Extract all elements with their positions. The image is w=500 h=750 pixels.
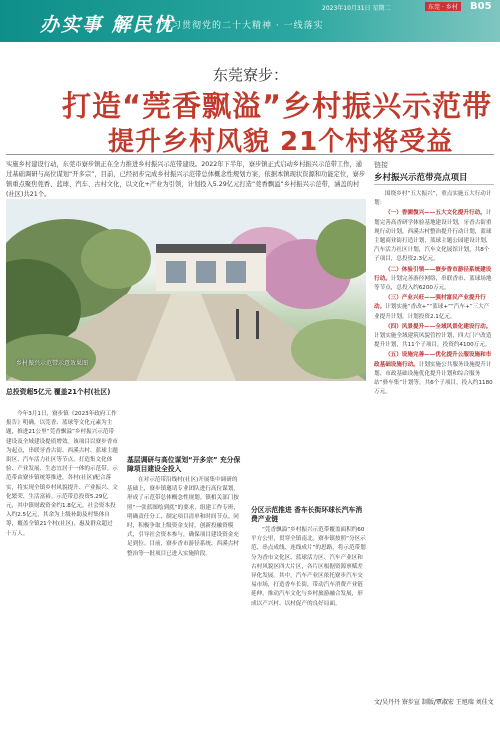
- column-1: [6, 410, 118, 744]
- section-slogan: 学习贯彻党的二十大精神 · 一线落实: [162, 21, 324, 31]
- headline-line-2: 提升乡村风貌 21个村将受益: [108, 127, 454, 157]
- sidebar-item: [374, 294, 494, 322]
- column-1-text: 今年3月1日，寮步镇《2023年政府工作报告》明确，以莞香、蓝球等文化元素为主题，推进21公里“莞香飘溢”乡村振兴示范带建设及全域建设提质增效。该项目以寮步香市为起点，串联牙香古街、西溪古村、蓝球主题街区、汽车活力社区等节点，打造集文化体验、产业发展、生态宜居于一体的示范带。示范带由寮步镇统筹推进，各村(社区)配合落实，将实现全镇乡村风貌提升、产业振兴、文化繁荣、生活富裕。示范带总投资5.29亿元，其中镇财政资金约1.8亿元，社会资本投入约2.5亿元，其余为上级补助及村集体自筹，覆盖全镇21个村(社区)，惠及群众超过十万人。: [6, 411, 118, 537]
- article-lead: 实施乡村建设行动，东莞市寮步镇正在全力推进乡村振兴示范带建设。2022年下半年，寮步镇正式启动乡村振兴示范带工作，通过基础调研与高位谋划“开多宗”，目前，已经初步完成乡村振兴示范带总体概念性规划方案，依据本镇现状资源和功能定位，寮步镇重点聚焦莞香、蓝球、汽车、古村文化，以文化+产业为引领，计划投入5.29亿元打造“莞香飘溢”乡村振兴示范带，涵盖的村(社区)共21个。: [6, 161, 366, 198]
- sidebar-label: 链接: [374, 161, 388, 169]
- sidebar-item-head: （三）产业兴旺——强村富民产业提升行动。: [374, 295, 486, 311]
- section-tag: 东莞 · 乡村: [425, 2, 461, 11]
- rendering-photo: [6, 199, 366, 381]
- article-credit: 文/吴丹丹 寮步宣 制版/覃淑宏 王旭瑞 刘佳文: [374, 699, 494, 706]
- sidebar-body: [374, 190, 494, 398]
- sidebar-item-body: 计划实施“香改+”“蓝球+”“汽车+”三大产业提升计划，计划投资2.1亿元。: [374, 304, 490, 320]
- sidebar-item-head: （五）设施完善——优化提升公服设施和市政基础设施行动。: [374, 352, 492, 368]
- sidebar-intro: 围绕乡村“五大振兴”，重点实施五大行动计划：: [374, 191, 492, 207]
- photo-caption: 乡村振兴示范带示意效果图: [16, 360, 89, 367]
- column-3: [251, 526, 366, 744]
- sidebar-item: [374, 209, 494, 264]
- article-kicker: 东莞寮步：: [213, 66, 289, 84]
- sidebar-title: 乡村振兴示范带亮点项目: [374, 173, 468, 183]
- rendering-illustration: [6, 199, 366, 381]
- page-number: B05: [470, 1, 492, 12]
- sidebar-item: [374, 266, 494, 294]
- sidebar-item-head: （一）香園復兴——五大文化提升行动。: [385, 210, 486, 217]
- sidebar-item-head: （四）风景提升——全域风景化建设行动。: [385, 323, 492, 330]
- sidebar-item-body: 计划完善高香研学体验基地建设计划，牙香古街重现行动计划，西溪古村整治提升行动计划，蓝球主题商业街打造计划，蓝球主题公园建设计划，汽车活力社区计划，汽车文化展馆计划，共8个子项目，总投资2.3亿元。: [374, 210, 492, 263]
- sidebar-item: [374, 323, 494, 351]
- column-2-text: 在对示范带沿线村(社区)开展集中调研的基础上，寮步镇邀请专业团队进行高位谋划，形成了示范带总体概念性规划。镇相关部门按照“一张蓝图绘到底”的要求，组建工作专班，明确责任分工，制定项目清单和时间节点。同时，积极争取上级资金支持，创新投融资模式，引导社会资本参与，确保项目建设资金充足到位。目前，寮步香市游径系统、西溪古村整治等一批项目已进入实施阶段。: [127, 477, 240, 557]
- sidebar-item-body: 计划实施公共服务设施提升计划、市政基础设施优化提升计划和综合服务站“驿车集”计划等，共6个子项目，投入约1180万元。: [374, 361, 493, 396]
- column-3-text: “莞香飘溢”乡村振兴示范带覆盖面积约60平方公里，贯穿全镇南北。寮步镇按照“分区示范、串点成线、连线成片”的思路，将示范带划分为香市文化区、蓝球活力区、汽车产业区和古村风貌区四大片区，各片区根据资源禀赋差异化发展。其中，汽车产业区依托寮步汽车交易市场，打造香车长街，带动汽车消费产业链延伸，推动汽车文化与乡村旅游融合发展，形成以产兴村、以村促产的良好局面。: [251, 527, 366, 607]
- column-2: [127, 476, 242, 744]
- sidebar-item-body: 计划完善游径网络，串联香市、蓝球场地等节点，总投入约6200万元。: [374, 275, 492, 292]
- headline-divider: [6, 154, 494, 155]
- section-heading-2: 基层调研与高位谋划“开多宗” 充分保障项目建设全投入: [127, 456, 241, 473]
- sidebar-divider: [374, 184, 494, 185]
- issue-date: 2023年10月31日 星期二: [322, 5, 391, 12]
- section-title: 办实事 解民忧: [40, 14, 175, 36]
- sidebar-item-head: （二）体验引领——寮步香市游径系统建设行动。: [374, 266, 492, 282]
- section-heading-1: 总投资超5亿元 覆盖21个村(社区): [6, 388, 111, 396]
- masthead: [0, 0, 500, 42]
- section-heading-3: 分区示范推进 香车长街环球长汽车消费产业链: [251, 506, 363, 523]
- headline-line-1: 打造“莞香飘溢”乡村振兴示范带: [62, 89, 493, 123]
- sidebar-item-body: 计划实施全域建筑风貌管控计划，四大门户改造提升计划，共11个子项目，投资约4100万元。: [374, 333, 492, 349]
- sidebar-item: [374, 351, 494, 397]
